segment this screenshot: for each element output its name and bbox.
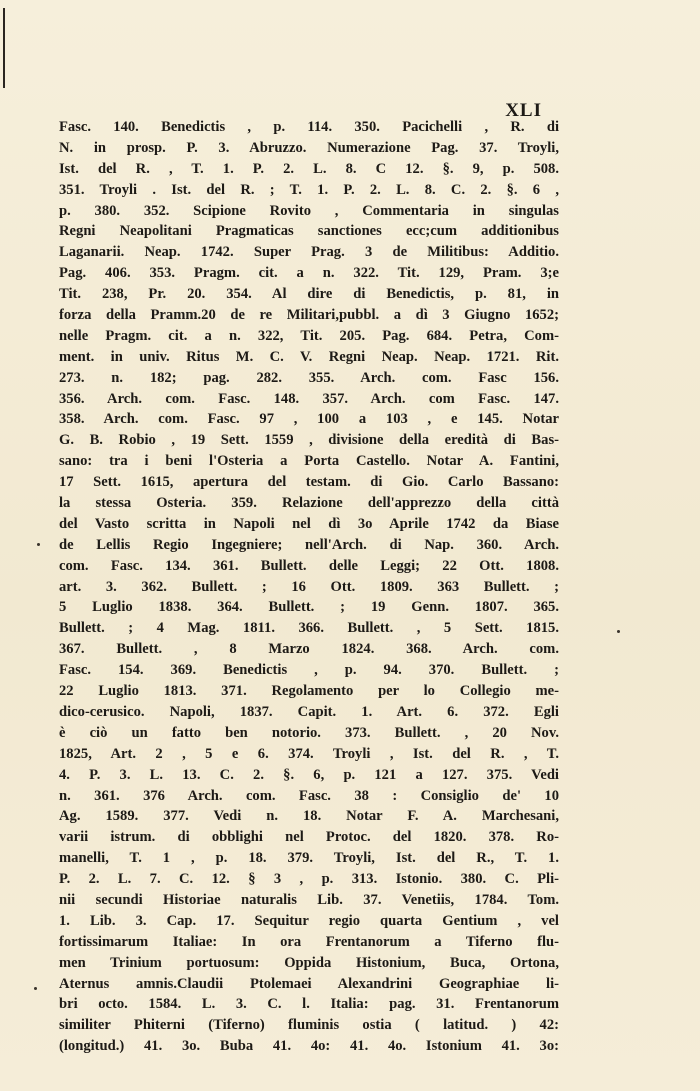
- text-line: 367. Bullett. , 8 Marzo 1824. 368. Arch. com.: [59, 641, 559, 658]
- text-line: sano: tra i beni l'Osteria a Porta Castello. Notar A. Fantini,: [59, 453, 559, 470]
- binding-edge-mark: [3, 8, 5, 88]
- text-line: p. 380. 352. Scipione Rovito , Commentaria in singulas: [59, 202, 559, 219]
- text-line: varii istrum. di obblighi nel Protoc. del 1820. 378. Ro-: [59, 829, 559, 846]
- text-line: Ist. del R. , T. 1. P. 2. L. 8. C 12. §. 9, p. 508.: [59, 160, 559, 177]
- text-line: bri octo. 1584. L. 3. C. l. Italia: pag. 31. Frentanorum: [59, 996, 559, 1013]
- text-line: del Vasto scritta in Napoli nel dì 3o Aprile 1742 da Biase: [59, 515, 559, 532]
- text-line: men Trinium portuosum: Oppida Histonium, Buca, Ortona,: [59, 954, 559, 971]
- text-line: è ciò un fatto ben notorio. 373. Bullett. , 20 Nov.: [59, 724, 559, 741]
- text-line: nelle Pragm. cit. a n. 322, Tit. 205. Pag. 684. Petra, Com-: [59, 327, 559, 344]
- text-line: similiter Phiterni (Tiferno) fluminis ostia ( latitud. ) 42:: [59, 1017, 559, 1034]
- text-line: fortissimarum Italiae: In ora Frentanorum a Tiferno flu-: [59, 933, 559, 950]
- text-line: 5 Luglio 1838. 364. Bullett. ; 19 Genn. 1807. 365.: [59, 599, 559, 616]
- text-line: P. 2. L. 7. C. 12. § 3 , p. 313. Istonio. 380. C. Pli-: [59, 871, 559, 888]
- text-line: la stessa Osteria. 359. Relazione dell'apprezzo della città: [59, 495, 559, 512]
- text-line: 4. P. 3. L. 13. C. 2. §. 6, p. 121 a 127. 375. Vedi: [59, 766, 559, 783]
- text-line: 273. n. 182; pag. 282. 355. Arch. com. Fasc 156.: [59, 369, 559, 386]
- text-line: 22 Luglio 1813. 371. Regolamento per lo Collegio me-: [59, 683, 559, 700]
- text-line: Tit. 238, Pr. 20. 354. Al dire di Benedictis, p. 81, in: [59, 286, 559, 303]
- text-line: 358. Arch. com. Fasc. 97 , 100 a 103 , e 145. Notar: [59, 411, 559, 428]
- text-line: N. in prosp. P. 3. Abruzzo. Numerazione Pag. 37. Troyli,: [59, 139, 559, 156]
- text-line: 17 Sett. 1615, apertura del testam. di Gio. Carlo Bassano:: [59, 474, 559, 491]
- text-line: Ag. 1589. 377. Vedi n. 18. Notar F. A. Marchesani,: [59, 808, 559, 825]
- text-line: manelli, T. 1 , p. 18. 379. Troyli, Ist. del R., T. 1.: [59, 850, 559, 867]
- text-line: 356. Arch. com. Fasc. 148. 357. Arch. com Fasc. 147.: [59, 390, 559, 407]
- notes-text-block: [59, 117, 559, 1057]
- text-line: G. B. Robio , 19 Sett. 1559 , divisione della eredità di Bas-: [59, 432, 559, 449]
- text-line: Fasc. 154. 369. Benedictis , p. 94. 370. Bullett. ;: [59, 662, 559, 679]
- text-line: Regni Neapolitani Pragmaticas sanctiones ecc;cum additionibus: [59, 223, 559, 240]
- text-line: (longitud.) 41. 3o. Buba 41. 4o: 41. 4o. Istonium 41. 3o:: [59, 1038, 559, 1055]
- text-line: Laganarii. Neap. 1742. Super Prag. 3 de Militibus: Additio.: [59, 244, 559, 261]
- text-line: n. 361. 376 Arch. com. Fasc. 38 : Consiglio de' 10: [59, 787, 559, 804]
- text-line: Aternus amnis.Claudii Ptolemaei Alexandrini Geographiae li-: [59, 975, 559, 992]
- text-line: Pag. 406. 353. Pragm. cit. a n. 322. Tit. 129, Pram. 3;e: [59, 265, 559, 282]
- text-line: nii secundi Historiae naturalis Lib. 37. Venetiis, 1784. Tom.: [59, 891, 559, 908]
- text-line: de Lellis Regio Ingegniere; nell'Arch. di Nap. 360. Arch.: [59, 536, 559, 553]
- text-line: ment. in univ. Ritus M. C. V. Regni Neap. Neap. 1721. Rit.: [59, 348, 559, 365]
- margin-speck: [34, 987, 37, 990]
- text-line: 351. Troyli . Ist. del R. ; T. 1. P. 2. L. 8. C. 2. §. 6 ,: [59, 181, 559, 198]
- page-number: XLI: [505, 100, 542, 121]
- text-line: forza della Pramm.20 de re Militari,pubbl. a dì 3 Giugno 1652;: [59, 307, 559, 324]
- text-line: 1825, Art. 2 , 5 e 6. 374. Troyli , Ist. del R. , T.: [59, 745, 559, 762]
- text-line: com. Fasc. 134. 361. Bullett. delle Leggi; 22 Ott. 1808.: [59, 557, 559, 574]
- margin-speck: [617, 630, 620, 633]
- text-line: dico-cerusico. Napoli, 1837. Capit. 1. Art. 6. 372. Egli: [59, 703, 559, 720]
- text-line: Bullett. ; 4 Mag. 1811. 366. Bullett. , 5 Sett. 1815.: [59, 620, 559, 637]
- text-line: art. 3. 362. Bullett. ; 16 Ott. 1809. 363 Bullett. ;: [59, 578, 559, 595]
- text-line: Fasc. 140. Benedictis , p. 114. 350. Pacichelli , R. di: [59, 119, 559, 135]
- margin-speck: [37, 543, 40, 546]
- text-line: 1. Lib. 3. Cap. 17. Sequitur regio quarta Gentium , vel: [59, 912, 559, 929]
